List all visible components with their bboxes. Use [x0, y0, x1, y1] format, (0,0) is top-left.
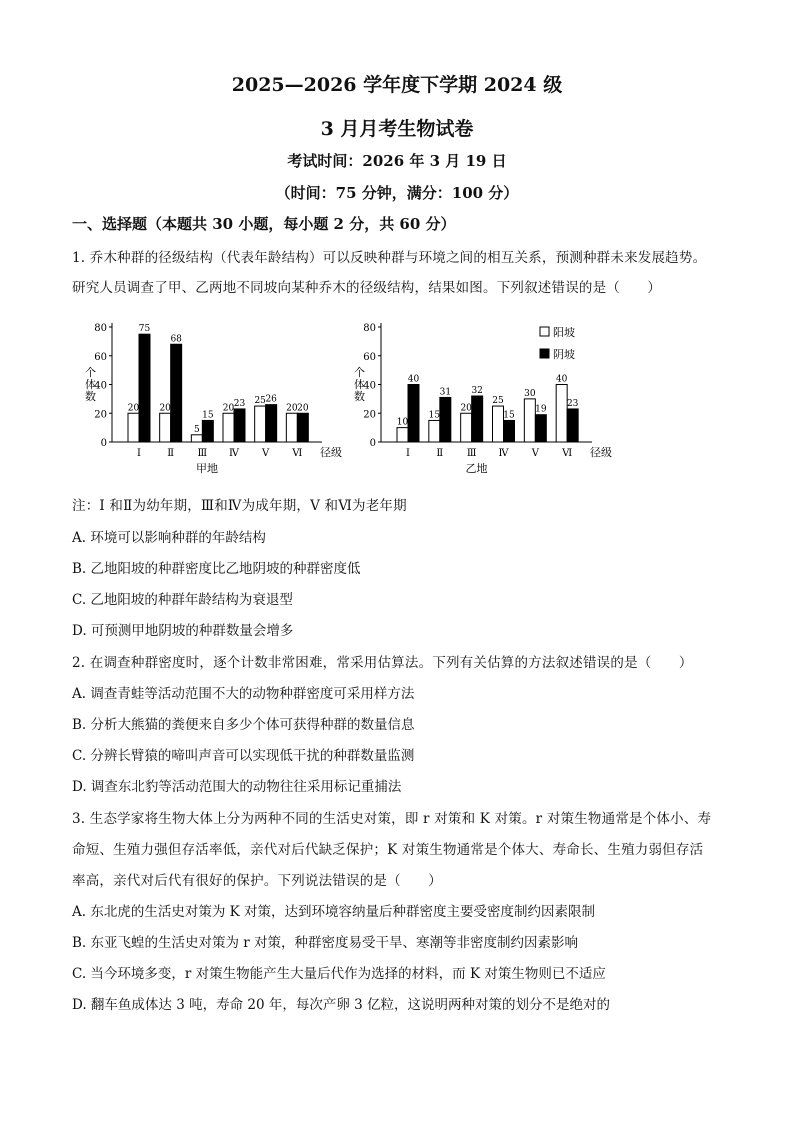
exam-time-score: （时间：75 分钟，满分：100 分） [275, 184, 519, 202]
data-label: 15 [428, 410, 441, 421]
x-tick-label: Ⅲ [197, 448, 208, 459]
x-tick-label: Ⅳ [229, 448, 239, 459]
data-label: 15 [202, 410, 214, 421]
chart-yi [353, 323, 613, 475]
q2-stem: 2. 在调查种群密度时，逐个计数非常困难，常采用估算法。下列有关估算的方法叙述错误的是（ ） [72, 655, 693, 671]
bar-yinpo [266, 405, 277, 442]
data-label: 32 [471, 386, 483, 396]
data-label: 5 [193, 424, 200, 435]
x-tick-label: I [137, 448, 141, 459]
chart-jia [84, 323, 343, 475]
x-tick-label: Ⅳ [498, 448, 509, 459]
data-label: 40 [407, 374, 420, 385]
bar-yinpo [171, 344, 182, 442]
q1-option-a: A. 环境可以影响种群的年龄结构 [72, 530, 266, 546]
data-label: 25 [254, 396, 266, 407]
data-label: 40 [555, 374, 568, 385]
legend-swatch [540, 327, 549, 336]
chart-title: 甲地 [196, 462, 218, 475]
y-tick-label: 0 [100, 438, 107, 449]
bar-yinpo [202, 420, 213, 442]
x-tick-label: Ⅱ [167, 448, 175, 459]
y-axis-label: 个体数 [83, 366, 97, 403]
q1-option-d: D. 可预测甲地阴坡的种群数量会增多 [72, 623, 294, 639]
data-label: 20 [222, 403, 235, 414]
q3-stem-line2: 命短、生殖力强但存活率低，亲代对后代缺乏保护；K 对策生物通常是个体大、寿命长、生殖力弱但存活 [72, 842, 704, 858]
x-tick-label: V [531, 448, 539, 459]
q1-option-c: C. 乙地阳坡的种群年龄结构为衰退型 [72, 592, 293, 608]
exam-date: 考试时间：2026 年 3 月 19 日 [287, 152, 507, 170]
x-tick-label: V [262, 448, 270, 459]
y-tick-label: 40 [363, 380, 376, 392]
x-tick-label: I [406, 448, 410, 459]
data-label: 10 [396, 417, 409, 428]
q3-option-b: B. 东亚飞蝗的生活史对策为 r 对策，种群密度易受干旱、寒潮等非密度制约因素影响 [72, 935, 579, 951]
bar-yinpo [567, 409, 578, 442]
data-label: 20 [159, 403, 171, 414]
legend-label: 阳坡 [553, 326, 575, 339]
q3-option-d: D. 翻车鱼成体达 3 吨，寿命 20 年，每次产卵 3 亿粒，这说明两种对策的划分不是绝对的 [72, 997, 611, 1013]
bar-yangpo [255, 406, 266, 442]
bar-yinpo [504, 420, 515, 442]
y-tick-label: 0 [369, 438, 376, 449]
x-tick-label: Ⅱ [436, 448, 444, 459]
legend-swatch [540, 349, 549, 358]
x-axis-label: 径级 [590, 446, 612, 459]
q2-option-a: A. 调查青蛙等活动范围不大的动物种群密度可采用样方法 [72, 686, 415, 702]
y-tick-label: 40 [94, 380, 107, 392]
y-tick-label: 60 [94, 351, 107, 363]
bar-yangpo [286, 413, 297, 442]
data-label: 20 [286, 403, 298, 414]
q1-option-b: B. 乙地阳坡的种群密度比乙地阴坡的种群密度低 [72, 561, 361, 577]
bar-yinpo [408, 385, 419, 443]
x-axis-label: 径级 [320, 446, 342, 459]
legend-label: 阴坡 [553, 348, 575, 361]
q2-option-c: C. 分辨长臂猿的啼叫声音可以实现低干扰的种群数量监测 [72, 748, 415, 764]
bar-yangpo [493, 406, 504, 442]
y-axis-label: 个体数 [352, 366, 366, 403]
data-label: 20 [297, 403, 309, 414]
bar-yinpo [297, 413, 308, 442]
data-label: 20 [127, 403, 140, 414]
bar-yinpo [139, 334, 150, 442]
data-label: 31 [439, 387, 452, 398]
data-label: 19 [535, 404, 547, 415]
bar-yangpo [128, 413, 139, 442]
x-tick-label: Ⅵ [562, 448, 573, 459]
bar-yangpo [397, 428, 408, 442]
bar-yangpo [524, 399, 535, 442]
q3-stem-line3: 率高，亲代对后代有很好的保护。下列说法错误的是（ ） [72, 873, 442, 889]
bar-yangpo [556, 385, 567, 443]
bar-yangpo [160, 413, 171, 442]
data-label: 23 [233, 398, 246, 409]
y-tick-label: 80 [363, 323, 376, 334]
q3-stem-line1: 3. 生态学家将生物大体上分为两种不同的生活史对策，即 r 对策和 K 对策。r 对策生物通常是个体小、寿 [72, 811, 712, 827]
bar-yangpo [191, 435, 202, 442]
data-label: 75 [138, 324, 151, 335]
q1-stem-line2: 研究人员调查了甲、乙两地不同坡向某种乔木的径级结构，结果如图。下列叙述错误的是（ ） [72, 280, 662, 296]
bar-yinpo [234, 409, 245, 442]
exam-title: 2025—2026 学年度下学期 2024 级 [231, 74, 563, 96]
data-label: 68 [170, 334, 182, 345]
data-label: 20 [460, 403, 472, 414]
data-label: 30 [524, 388, 536, 399]
bar-yinpo [472, 396, 483, 442]
y-tick-label: 20 [94, 409, 107, 421]
q3-option-a: A. 东北虎的生活史对策为 K 对策，达到环境容纳量后种群密度主要受密度制约因素限制 [72, 904, 595, 920]
bar-yangpo [429, 420, 440, 442]
x-tick-label: Ⅲ [466, 448, 477, 459]
q3-option-c: C. 当今环境多变，r 对策生物能产生大量后代作为选择的材料，而 K 对策生物则已不适应 [72, 966, 606, 982]
data-label: 25 [492, 396, 504, 407]
q2-option-d: D. 调查东北豹等活动范围大的动物往往采用标记重捕法 [72, 779, 402, 795]
q1-chart-figure [0, 305, 794, 485]
bar-yinpo [440, 397, 451, 442]
data-label: 26 [265, 394, 277, 405]
bar-yinpo [535, 415, 546, 442]
q1-note: 注：I 和Ⅱ为幼年期，Ⅲ和Ⅳ为成年期，V 和Ⅵ为老年期 [72, 498, 407, 514]
data-label: 15 [503, 410, 515, 421]
q2-option-b: B. 分析大熊猫的粪便来自多少个体可获得种群的数量信息 [72, 717, 415, 733]
section-heading: 一、选择题（本题共 30 小题，每小题 2 分，共 60 分） [72, 215, 456, 233]
exam-subtitle: 3 月月考生物试卷 [320, 118, 474, 140]
y-tick-label: 80 [94, 323, 107, 334]
data-label: 23 [566, 398, 579, 409]
chart-title: 乙地 [465, 462, 488, 475]
bar-yangpo [461, 413, 472, 442]
x-tick-label: Ⅵ [292, 448, 303, 459]
q1-stem-line1: 1. 乔木种群的径级结构（代表年龄结构）可以反映种群与环境之间的相互关系，预测种群未来发展趋势。 [72, 250, 707, 266]
bar-yangpo [223, 413, 234, 442]
y-tick-label: 20 [363, 409, 376, 421]
y-tick-label: 60 [363, 351, 376, 363]
